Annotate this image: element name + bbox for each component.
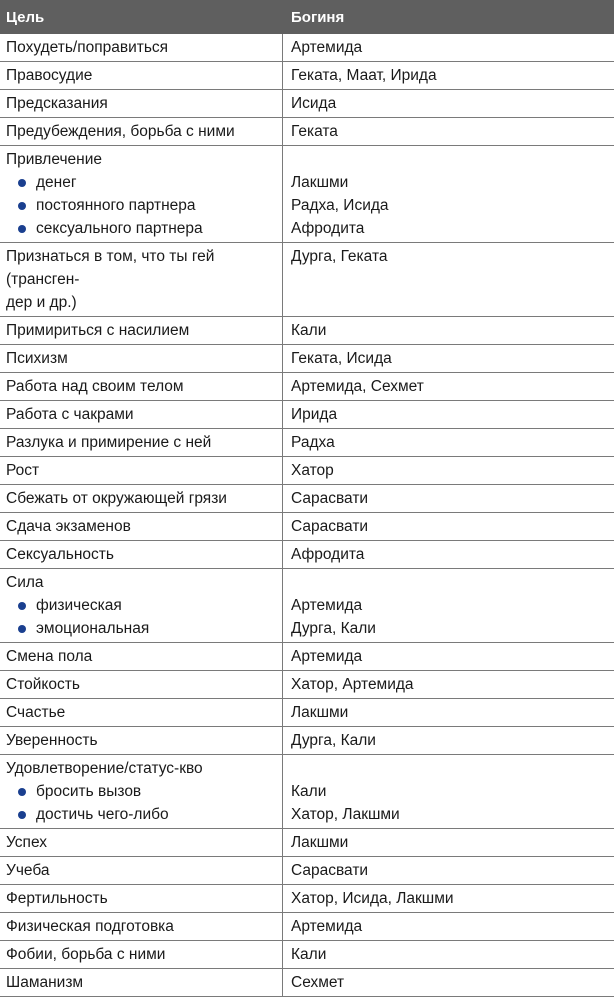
bullet-icon xyxy=(18,811,26,819)
table-row xyxy=(0,146,614,243)
table-row xyxy=(0,345,614,373)
goal-text: Сбежать от окружающей грязи xyxy=(6,490,227,507)
goal-text: Сдача экзаменов xyxy=(6,518,131,535)
goal-cell xyxy=(0,457,283,484)
sub-goddess-text: Хатор, Лакшми xyxy=(291,806,400,823)
goal-text-cont: дер и др.) xyxy=(6,294,77,311)
goal-text: Фобии, борьба с ними xyxy=(6,946,166,963)
goal-cell xyxy=(0,373,283,400)
goal-cell xyxy=(0,727,283,754)
table-row xyxy=(0,857,614,885)
goddess-blank xyxy=(291,571,610,594)
goal-text: Фертильность xyxy=(6,890,108,907)
sub-goal-text: достичь чего-либо xyxy=(36,806,169,823)
goddess-cell xyxy=(283,913,614,940)
goal-cell xyxy=(0,90,283,117)
sub-goal xyxy=(6,803,278,826)
goal-text: Сексуальность xyxy=(6,546,114,563)
goal-text: Стойкость xyxy=(6,676,80,693)
sub-goal-text: эмоциональная xyxy=(36,620,150,637)
goal-text: Предубеждения, борьба с ними xyxy=(6,123,235,140)
goal-cell xyxy=(0,401,283,428)
table-row xyxy=(0,969,614,997)
header-goddess: Богиня xyxy=(291,8,345,26)
goal-cell xyxy=(0,317,283,344)
goddess-cell xyxy=(283,885,614,912)
table-row xyxy=(0,941,614,969)
bullet-icon xyxy=(18,625,26,633)
table-row xyxy=(0,429,614,457)
table-row xyxy=(0,699,614,727)
sub-goddess-text: Артемида xyxy=(291,597,363,614)
goal-cell xyxy=(0,699,283,726)
bullet-icon xyxy=(18,202,26,210)
sub-goddess-text: Лакшми xyxy=(291,174,349,191)
sub-goal xyxy=(6,594,278,617)
goddess-blank xyxy=(291,148,610,171)
table-row xyxy=(0,913,614,941)
table-row xyxy=(0,485,614,513)
sub-goal xyxy=(6,617,278,640)
goal-cell xyxy=(0,429,283,456)
goddess-cell xyxy=(283,941,614,968)
goddess-cell xyxy=(283,671,614,698)
goddess-text: Артемида, Сехмет xyxy=(291,378,424,395)
table-row xyxy=(0,755,614,829)
goddess-text: Геката xyxy=(291,123,338,140)
goal-cell xyxy=(0,243,283,316)
goddess-text: Хатор xyxy=(291,462,334,479)
goal-cell xyxy=(0,643,283,670)
goddess-cell xyxy=(283,345,614,372)
sub-goal-text: постоянного партнера xyxy=(36,197,196,214)
table-row xyxy=(0,373,614,401)
goddess-cell xyxy=(283,373,614,400)
goal-cell xyxy=(0,485,283,512)
goddess-text: Хатор, Артемида xyxy=(291,676,414,693)
goal-cell xyxy=(0,345,283,372)
goal-text: Уверенность xyxy=(6,732,98,749)
table-row xyxy=(0,829,614,857)
goddess-cell xyxy=(283,829,614,856)
goal-cell xyxy=(0,857,283,884)
sub-goddess-text: Радха, Исида xyxy=(291,197,389,214)
goal-text: Психизм xyxy=(6,350,68,367)
goal-text: Рост xyxy=(6,462,40,479)
goddess-cell xyxy=(283,457,614,484)
goddess-text: Кали xyxy=(291,322,327,339)
goddess-text: Сарасвати xyxy=(291,490,369,507)
sub-goal xyxy=(6,217,278,240)
goddess-text: Геката, Исида xyxy=(291,350,392,367)
table-body xyxy=(0,34,614,997)
goddess-cell xyxy=(283,243,614,316)
goal-text: Примириться с насилием xyxy=(6,322,190,339)
table-row xyxy=(0,90,614,118)
table-row xyxy=(0,34,614,62)
goal-cell xyxy=(0,34,283,61)
goddess-text: Сарасвати xyxy=(291,518,369,535)
goal-text: Учеба xyxy=(6,862,50,879)
goddess-text: Дурга, Геката xyxy=(291,248,388,265)
goal-text: Работа над своим телом xyxy=(6,378,184,395)
goal-cell xyxy=(0,569,283,642)
sub-goal xyxy=(6,171,278,194)
goal-cell xyxy=(0,118,283,145)
table-row xyxy=(0,643,614,671)
table-row xyxy=(0,569,614,643)
goal-text: Разлука и примирение с ней xyxy=(6,434,212,451)
goal-cell xyxy=(0,829,283,856)
goal-cell xyxy=(0,913,283,940)
table-row xyxy=(0,727,614,755)
goddess-cell xyxy=(283,485,614,512)
goddess-text: Кали xyxy=(291,946,327,963)
goddess-text: Афродита xyxy=(291,546,365,563)
goal-cell xyxy=(0,541,283,568)
goddess-blank xyxy=(291,757,610,780)
goal-text: Сила xyxy=(6,574,44,591)
goal-cell xyxy=(0,513,283,540)
goal-text: Физическая подготовка xyxy=(6,918,174,935)
goddess-text: Дурга, Кали xyxy=(291,732,376,749)
table-row xyxy=(0,457,614,485)
goddess-cell xyxy=(283,857,614,884)
goddess-text: Артемида xyxy=(291,648,363,665)
goal-text: Удовлетворение/статус-кво xyxy=(6,760,203,777)
goal-cell xyxy=(0,885,283,912)
goddess-text: Лакшми xyxy=(291,704,349,721)
table-row xyxy=(0,401,614,429)
goddess-text: Радха xyxy=(291,434,335,451)
goal-cell xyxy=(0,146,283,242)
goddess-text: Артемида xyxy=(291,918,363,935)
goddess-cell xyxy=(283,118,614,145)
goddess-cell xyxy=(283,317,614,344)
table-row xyxy=(0,243,614,317)
sub-goal-text: физическая xyxy=(36,597,122,614)
table-row xyxy=(0,671,614,699)
goddess-text: Сарасвати xyxy=(291,862,369,879)
goddess-cell xyxy=(283,62,614,89)
goddess-text: Сехмет xyxy=(291,974,345,991)
sub-goal xyxy=(6,194,278,217)
goddess-cell xyxy=(283,699,614,726)
goal-text: Похудеть/поправиться xyxy=(6,39,169,56)
goddess-text: Хатор, Исида, Лакшми xyxy=(291,890,454,907)
header-goal: Цель xyxy=(6,8,45,26)
goddess-text: Исида xyxy=(291,95,337,112)
sub-goal-text: денег xyxy=(36,174,77,191)
goddess-cell xyxy=(283,569,614,642)
goddess-text: Лакшми xyxy=(291,834,349,851)
goal-cell xyxy=(0,941,283,968)
goddess-cell xyxy=(283,755,614,828)
goddess-text: Артемида xyxy=(291,39,363,56)
goddess-cell xyxy=(283,34,614,61)
goddess-cell xyxy=(283,727,614,754)
table-row xyxy=(0,541,614,569)
goal-cell xyxy=(0,755,283,828)
goddess-text: Геката, Маат, Ирида xyxy=(291,67,437,84)
sub-goddess-text: Дурга, Кали xyxy=(291,620,376,637)
goal-text: Смена пола xyxy=(6,648,93,665)
goal-text: Правосудие xyxy=(6,67,93,84)
goal-text: Успех xyxy=(6,834,47,851)
bullet-icon xyxy=(18,179,26,187)
goal-cell xyxy=(0,62,283,89)
goddess-cell xyxy=(283,401,614,428)
goddess-cell xyxy=(283,90,614,117)
goddess-cell xyxy=(283,513,614,540)
table-row xyxy=(0,513,614,541)
sub-goal-text: бросить вызов xyxy=(36,783,142,800)
table-row xyxy=(0,118,614,146)
table-header xyxy=(0,0,614,34)
goal-text: Шаманизм xyxy=(6,974,84,991)
bullet-icon xyxy=(18,788,26,796)
goddess-text: Ирида xyxy=(291,406,338,423)
goal-text: Признаться в том, что ты гей (трансген- xyxy=(6,248,215,288)
bullet-icon xyxy=(18,225,26,233)
sub-goal xyxy=(6,780,278,803)
sub-goddess-text: Афродита xyxy=(291,220,365,237)
table-row xyxy=(0,62,614,90)
goal-text: Привлечение xyxy=(6,151,102,168)
sub-goal-text: сексуального партнера xyxy=(36,220,203,237)
goddess-cell xyxy=(283,643,614,670)
bullet-icon xyxy=(18,602,26,610)
goddess-cell xyxy=(283,541,614,568)
goal-text: Счастье xyxy=(6,704,66,721)
goal-text: Предсказания xyxy=(6,95,108,112)
goddess-cell xyxy=(283,146,614,242)
goal-text: Работа с чакрами xyxy=(6,406,134,423)
table-row xyxy=(0,885,614,913)
goddess-cell xyxy=(283,429,614,456)
table-row xyxy=(0,317,614,345)
sub-goddess-text: Кали xyxy=(291,783,327,800)
goal-cell xyxy=(0,671,283,698)
